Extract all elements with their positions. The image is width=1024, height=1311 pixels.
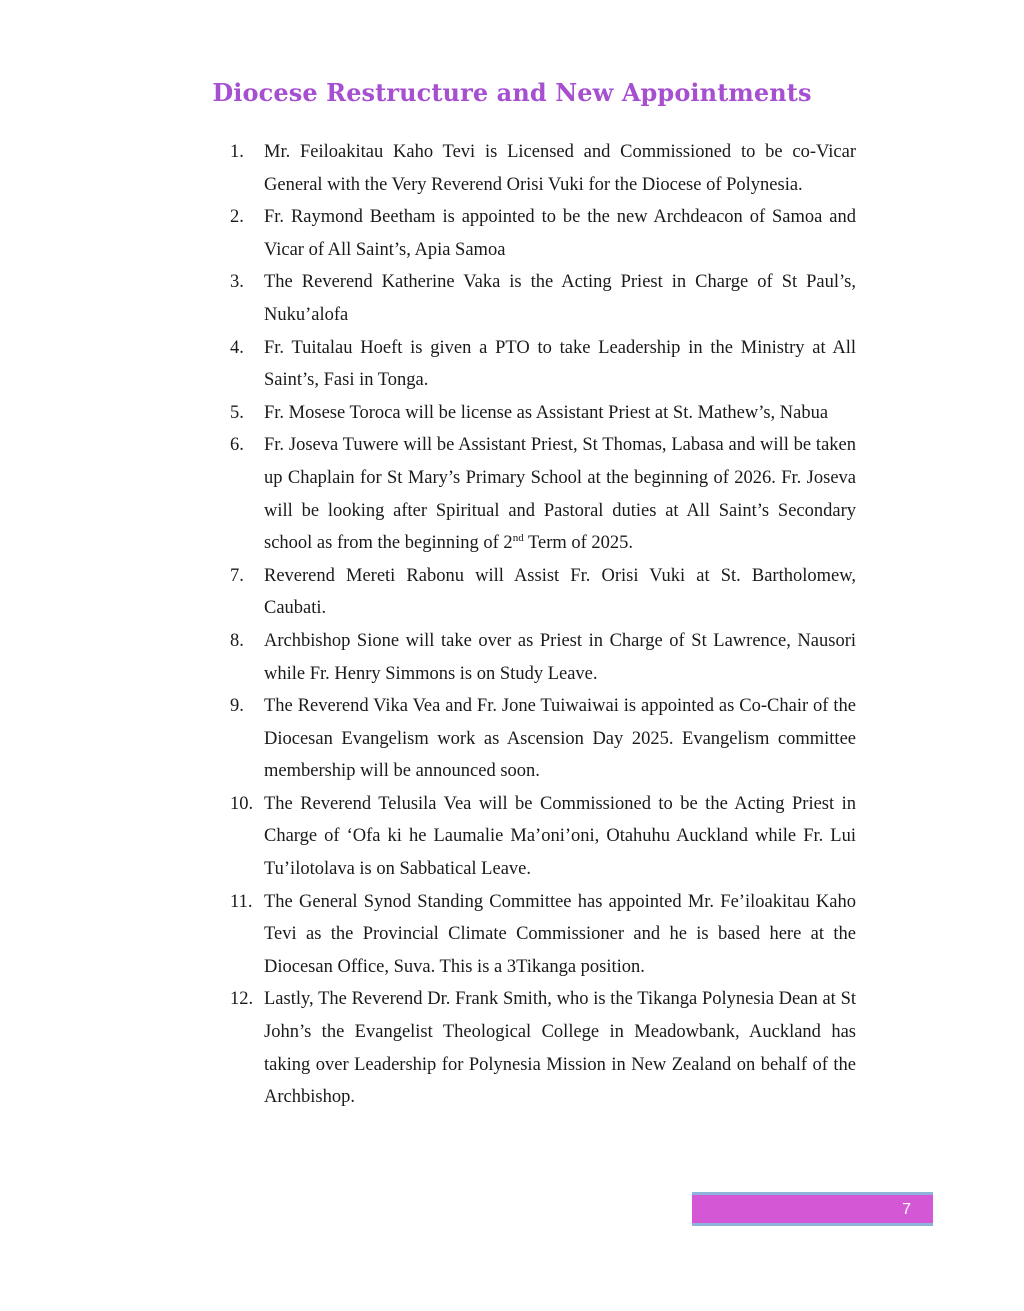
item-number: 11. <box>230 891 253 912</box>
item-number: 2. <box>230 207 244 228</box>
list-item <box>230 429 856 559</box>
item-text: The Reverend Telusila Vea will be Commissioned to be the Acting Priest in Charge of ‘Ofa ki he Laumalie Ma’oni’oni, Otahuhu Auckland while Fr. Lui Tu’ilotolava is on Sabbatical Leave. <box>264 793 856 880</box>
list-item <box>230 201 856 266</box>
item-text: Archbishop Sione will take over as Priest in Charge of St Lawrence, Nausori while Fr. Henry Simmons is on Study Leave. <box>264 630 856 684</box>
item-text-end: Term of 2025. <box>523 533 634 554</box>
item-text: The Reverend Vika Vea and Fr. Jone Tuiwaiwai is appointed as Co-Chair of the Diocesan Evangelism work as Ascension Day 2025. Evangelism committee membership will be announced soon. <box>264 696 856 782</box>
list-item <box>230 886 856 984</box>
list-item <box>230 332 856 397</box>
item-number: 3. <box>230 272 244 293</box>
appointments-list <box>230 136 856 1114</box>
item-text: Mr. Feiloakitau Kaho Tevi is Licensed and Commissioned to be co-Vicar General with the Very Reverend Orisi Vuki for the Diocese of Polynesia. <box>264 142 856 195</box>
item-text: Lastly, The Reverend Dr. Frank Smith, who is the Tikanga Polynesia Dean at St John’s the Evangelist Theological College in Meadowbank, Auckland has taking over Leadership for Polynesia Mission in New Zealand on behalf of the Archbishop. <box>264 989 856 1108</box>
list-item <box>230 266 856 331</box>
item-text: The Reverend Katherine Vaka is the Acting Priest in Charge of St Paul’s, Nuku’alofa <box>264 272 856 325</box>
item-number: 6. <box>230 435 244 456</box>
item-number: 9. <box>230 696 244 717</box>
item-number: 1. <box>230 142 244 162</box>
item-text: The General Synod Standing Committee has appointed Mr. Fe’iloakitau Kaho Tevi as the Provincial Climate Commissioner and he is based here at the Diocesan Office, Suva. This is a 3Tikanga position. <box>264 891 856 977</box>
item-text: Reverend Mereti Rabonu will Assist Fr. Orisi Vuki at St. Bartholomew, Caubati. <box>264 565 856 619</box>
page-title: Diocese Restructure and New Appointments <box>212 78 812 107</box>
footer-bar <box>692 1192 933 1226</box>
list-item <box>230 625 856 690</box>
item-number: 12. <box>230 989 254 1010</box>
item-text: Fr. Joseva Tuwere will be Assistant Priest, St Thomas, Labasa and will be taken up Chaplain for St Mary’s Primary School at the beginning of 2026. Fr. Joseva will be looking after Spiritual and Pastoral duties at All Saint’s Secondary school as from the beginning of 2 <box>264 435 856 554</box>
item-number: 8. <box>230 630 244 651</box>
item-number: 5. <box>230 402 244 423</box>
page-number: 7 <box>902 1201 911 1218</box>
item-number: 10. <box>230 793 254 814</box>
item-text: Fr. Tuitalau Hoeft is given a PTO to take Leadership in the Ministry at All Saint’s, Fasi in Tonga. <box>264 337 856 391</box>
list-item <box>230 788 856 886</box>
item-number: 4. <box>230 337 244 358</box>
list-item <box>230 690 856 788</box>
item-number: 7. <box>230 565 244 586</box>
ordinal-suffix: nd <box>512 531 524 544</box>
list-item <box>230 136 856 201</box>
list-item <box>230 397 856 430</box>
list-item <box>230 983 856 1113</box>
item-text: Fr. Mosese Toroca will be license as Assistant Priest at St. Mathew’s, Nabua <box>264 402 829 423</box>
list-item <box>230 560 856 625</box>
item-text: Fr. Raymond Beetham is appointed to be the new Archdeacon of Samoa and Vicar of All Saint’s, Apia Samoa <box>264 207 856 260</box>
